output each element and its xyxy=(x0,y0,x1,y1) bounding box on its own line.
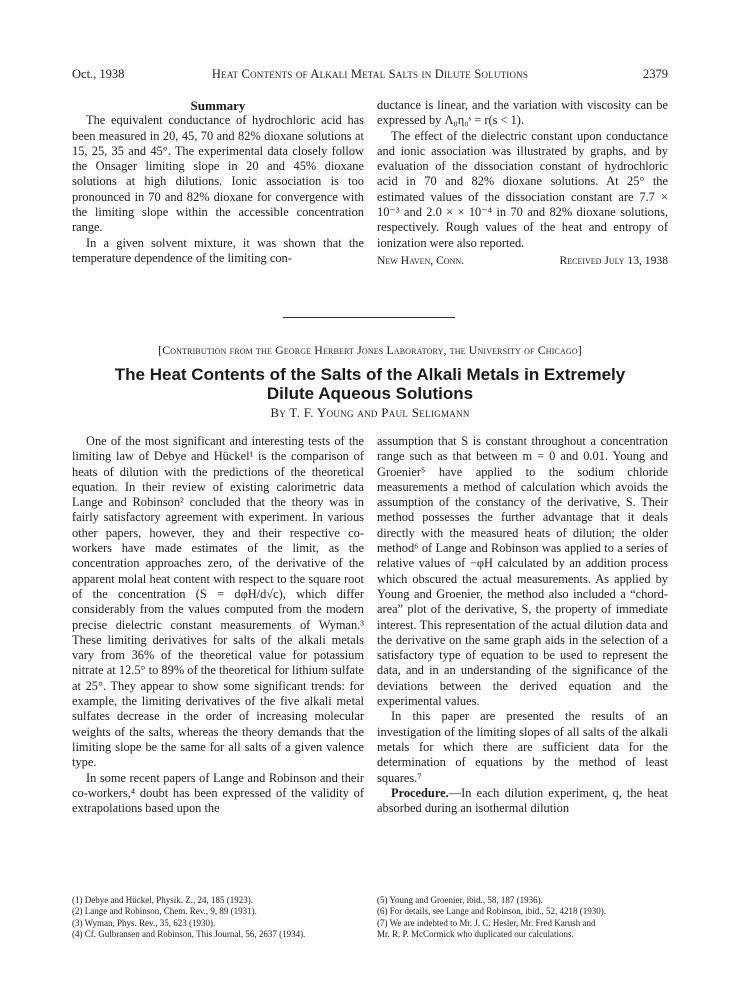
footnote: (1) Debye and Hückel, Physik. Z., 24, 185 (1923). xyxy=(72,895,253,905)
procedure-text: —In each dilution experiment, q, the heat absorbed during an isothermal dilution xyxy=(377,785,668,816)
contribution-line: [Contribution from the George Herbert Jones Laboratory, the University of Chicago] xyxy=(158,343,582,357)
signature-line xyxy=(377,253,668,268)
body-paragraph: One of the most significant and interesting tests of the limiting law of Debye and Hückel¹ is the comparison of heats of dilution with the predictions of the theoretical equation. In their review of existing calorimetric data Lange and Robinson² concluded that the theory was in fairly satisfactory agreement with experiment. In various other papers, however, they and their respective co-workers have made estimates of the limit, as the concentration approaches zero, of the derivative of the apparent molal heat content with respect to the square root of the concentration (S = dφH/d√c), which differ considerably from the values computed from the modern precise dielectric constant measurements of Wyman.³ These limiting derivatives for salts of the alkali metals vary from 36% of the theoretical value for potassium nitrate at 12.5° to 89% of the theoretical for lithium sulfate at 25°. They appear to show some significant trends: for example, the limiting derivatives of the five alkali metal sulfates decrease in the order of increasing molecular weights of the salts, whereas the theory demands that the limiting slope be the same for all salts of a given valence type. xyxy=(72,434,364,770)
footnote: (3) Wyman, Phys. Rev., 35, 623 (1930). xyxy=(72,917,216,928)
page-number: 2379 xyxy=(643,67,668,81)
footnote-continuation: Mr. R. P. McCormick who duplicated our calculations. xyxy=(377,928,574,939)
summary-left-column xyxy=(72,98,364,266)
article-right-column xyxy=(377,434,668,816)
summary-right-column xyxy=(377,98,668,268)
body-paragraph: In this paper are presented the results of an investigation of the limiting slopes of all salts of the alkali metals for which there are sufficient data for the determination of equations by the method of least squares.⁷ xyxy=(377,709,668,785)
footnote: (4) Cf. Gulbransen and Robinson, This Journal, 56, 2637 (1934). xyxy=(72,928,306,939)
footnote: (6) For details, see Lange and Robinson, ibid., 52, 4218 (1930). xyxy=(377,906,606,917)
footnote: (5) Young and Groenier, ibid., 58, 187 (1936). xyxy=(377,895,543,905)
footnote: (7) We are indebted to Mr. J. C. Hesler, Mr. Fred Karush and xyxy=(377,917,596,928)
location: New Haven, Conn. xyxy=(377,253,465,267)
summary-heading: Summary xyxy=(190,98,246,113)
body-paragraph: In some recent papers of Lange and Robinson and their co-workers,⁴ doubt has been expressed of the validity of extrapolations based upon the xyxy=(72,770,364,816)
procedure-heading: Procedure. xyxy=(391,785,449,800)
section-divider xyxy=(283,317,455,318)
header-running-title: Heat Contents of Alkali Metal Salts in Dilute Solutions xyxy=(211,67,529,81)
footnotes-left xyxy=(72,895,368,940)
byline: By T. F. Young and Paul Seligmann xyxy=(270,405,470,420)
footnotes-right xyxy=(377,895,673,940)
footnote: (2) Lange and Robinson, Chem. Rev., 9, 89 (1931). xyxy=(72,906,257,917)
procedure-paragraph xyxy=(377,786,668,817)
body-paragraph: assumption that S is constant throughout a concentration range such as that between m = 0 and 0.01. Young and Groenier⁵ have applied to the sodium chloride measurements a method of calculation which avoids the assumption of the constancy of the derivative, S. Their method possesses the further advantage that it deals directly with the measured heats of dilution; the older method⁶ of Lange and Robinson was applied to a series of relative values of −φH calculated by an addition process which obscured the actual measurements. As applied by Young and Groenier, the method also included a “chord-area” plot of the derivative, S, the property of immediate interest. This representation of the actual dilution data and the derivative on the same graph aids in the selection of a satisfactory type of equation to be used to represent the data, and in an understanding of the significance of the deviations between the derived equation and the experimental values. xyxy=(377,434,668,709)
summary-paragraph: The effect of the dielectric constant upon conductance and ionic association was illustrated by graphs, and by evaluation of the dissociation constant of hydrochloric acid in 70 and 82% dioxane solutions. At 25° the estimated values of the dissociation constant are 7.7 × 10⁻³ and 2.0 × × 10⁻⁴ in 70 and 82% dioxane solutions, respectively. Rough values of the heat and entropy of ionization were also reported. xyxy=(377,128,668,250)
received-date: Received July 13, 1938 xyxy=(559,253,668,267)
header-date: Oct., 1938 xyxy=(72,67,125,81)
summary-paragraph: In a given solvent mixture, it was shown that the temperature dependence of the limiting con- xyxy=(72,235,364,265)
summary-paragraph: ductance is linear, and the variation with viscosity can be expressed by Λ₀η₀ˢ = r(s < 1). xyxy=(377,98,668,128)
summary-paragraph: The equivalent conductance of hydrochloric acid has been measured in 20, 45, 70 and 82% dioxane solutions at 15, 25, 35 and 45°. The experimental data closely follow the Onsager limiting slope in 20 and 45% dioxane solutions at high dilutions. Ionic association is too pronounced in 70 and 82% dioxane for convergence with the limiting slope within the accessible concentration range. xyxy=(72,113,364,235)
article-title: The Heat Contents of the Salts of the Alkali Metals in Extremely Dilute Aqueous Solutions xyxy=(114,365,626,403)
article-left-column xyxy=(72,434,364,816)
